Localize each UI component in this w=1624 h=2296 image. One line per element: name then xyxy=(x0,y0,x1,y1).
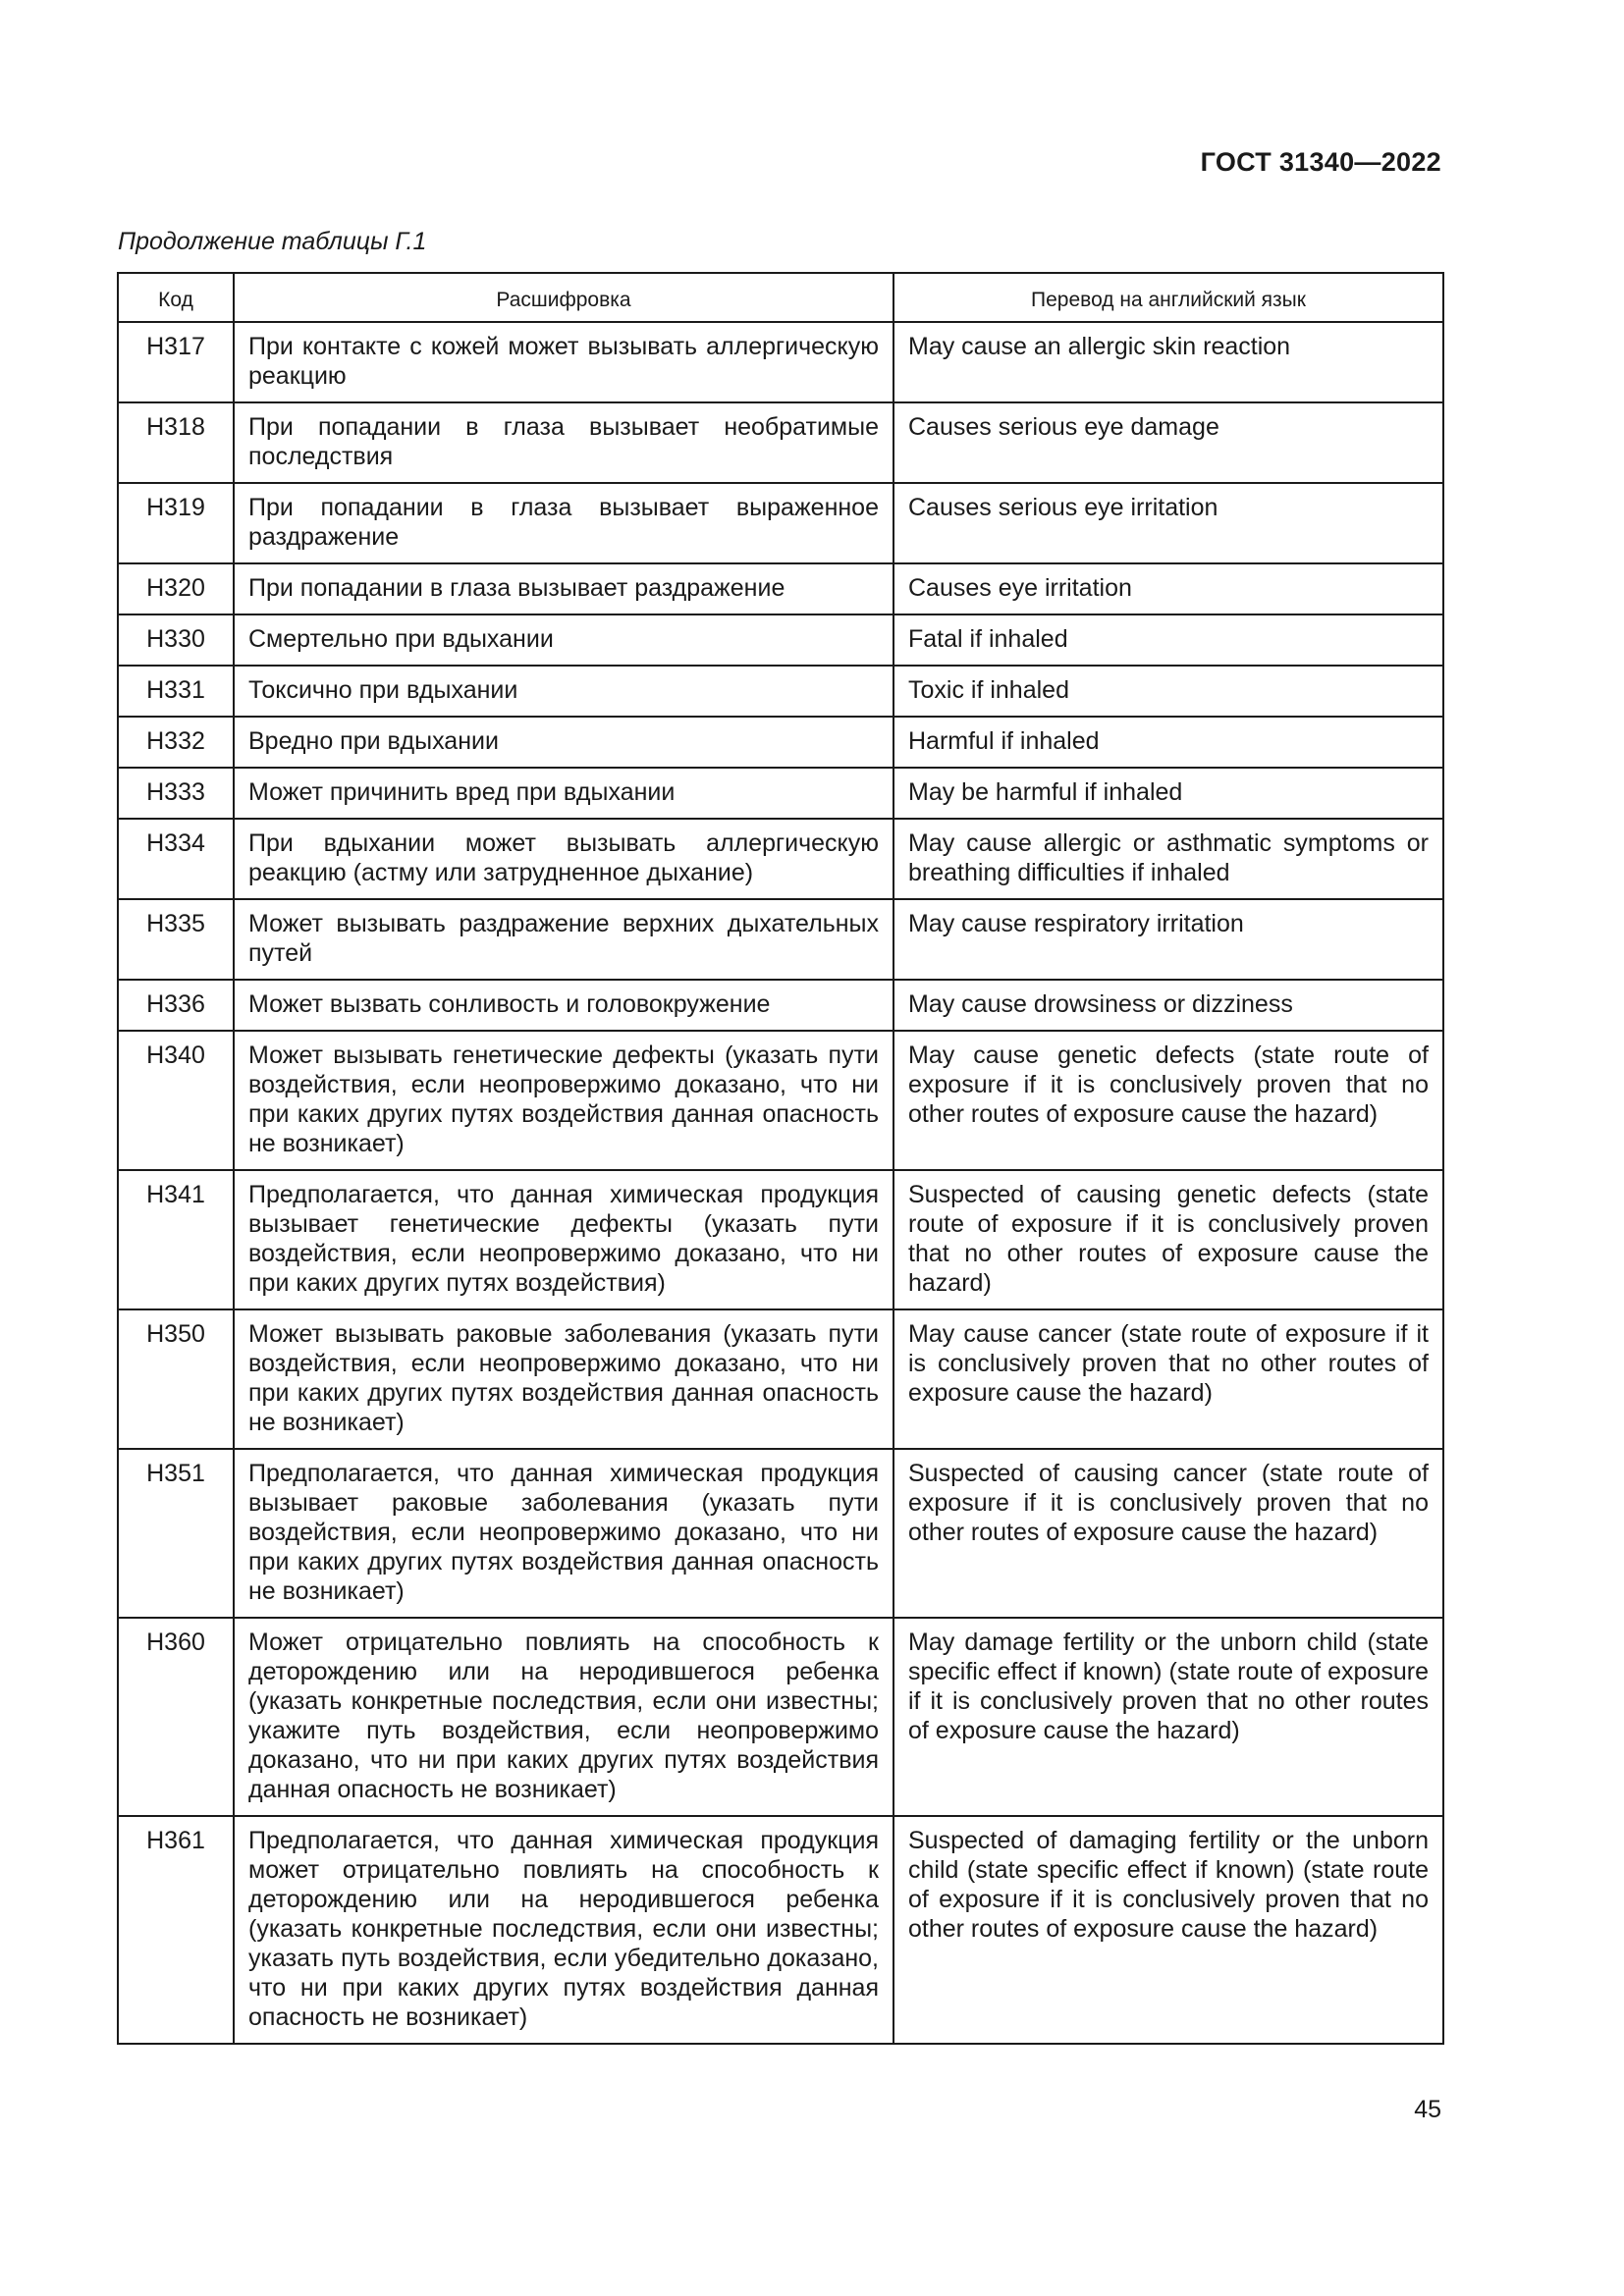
cell-translation-en: Suspected of causing genetic defects (state route of exposure if it is conclusively proven that no other routes of exposure cause the hazard) xyxy=(893,1170,1443,1309)
cell-description-ru: При контакте с кожей может вызывать аллергическую реакцию xyxy=(234,322,893,402)
cell-translation-en: May be harmful if inhaled xyxy=(893,768,1443,819)
cell-description-ru: Может вызвать сонливость и головокружение xyxy=(234,980,893,1031)
cell-translation-en: May cause an allergic skin reaction xyxy=(893,322,1443,402)
table-row xyxy=(118,1309,1443,1449)
cell-code: H350 xyxy=(118,1309,234,1449)
table-header-row xyxy=(118,273,1443,322)
table-row xyxy=(118,1170,1443,1309)
cell-code: H340 xyxy=(118,1031,234,1170)
cell-code: H319 xyxy=(118,483,234,563)
cell-code: H331 xyxy=(118,666,234,717)
cell-translation-en: May cause genetic defects (state route of exposure if it is conclusively proven that no other routes of exposure cause the hazard) xyxy=(893,1031,1443,1170)
cell-description-ru: При попадании в глаза вызывает выраженное раздражение xyxy=(234,483,893,563)
cell-description-ru: Может вызывать раздражение верхних дыхательных путей xyxy=(234,899,893,980)
cell-code: H334 xyxy=(118,819,234,899)
cell-description-ru: При вдыхании может вызывать аллергическую реакцию (астму или затрудненное дыхание) xyxy=(234,819,893,899)
table-row xyxy=(118,666,1443,717)
cell-code: H336 xyxy=(118,980,234,1031)
table-row xyxy=(118,614,1443,666)
table-row xyxy=(118,322,1443,402)
document-id: ГОСТ 31340—2022 xyxy=(1200,147,1441,177)
cell-code: H335 xyxy=(118,899,234,980)
table-row xyxy=(118,768,1443,819)
cell-description-ru: Может причинить вред при вдыхании xyxy=(234,768,893,819)
cell-translation-en: Causes serious eye damage xyxy=(893,402,1443,483)
cell-code: H320 xyxy=(118,563,234,614)
cell-translation-en: May cause allergic or asthmatic symptoms or breathing difficulties if inhaled xyxy=(893,819,1443,899)
column-header-english: Перевод на английский язык xyxy=(893,273,1443,322)
table-row xyxy=(118,1618,1443,1816)
cell-description-ru: Предполагается, что данная химическая продукция вызывает раковые заболевания (указать пути воздействия, если неопровержимо доказано, что ни при каких других путях воздействия данная опасность не возникает) xyxy=(234,1449,893,1618)
cell-translation-en: May cause drowsiness or dizziness xyxy=(893,980,1443,1031)
cell-description-ru: Предполагается, что данная химическая продукция вызывает генетические дефекты (указать пути воздействия, если неопровержимо доказано, что ни при каких других путях воздействия) xyxy=(234,1170,893,1309)
cell-description-ru: Предполагается, что данная химическая продукция может отрицательно повлиять на способность к деторождению или на неродившегося ребенка (указать конкретные последствия, если они известны; указать путь воздействия, если убедительно доказано, что ни при каких других путях воздействия данная опасность не возникает) xyxy=(234,1816,893,2044)
table-row xyxy=(118,563,1443,614)
cell-translation-en: Fatal if inhaled xyxy=(893,614,1443,666)
cell-code: H332 xyxy=(118,717,234,768)
table-row xyxy=(118,1031,1443,1170)
table-row xyxy=(118,899,1443,980)
cell-code: H351 xyxy=(118,1449,234,1618)
hazard-table-container xyxy=(117,272,1442,2045)
cell-code: H318 xyxy=(118,402,234,483)
table-row xyxy=(118,483,1443,563)
table-row xyxy=(118,980,1443,1031)
cell-description-ru: Токсично при вдыхании xyxy=(234,666,893,717)
table-body xyxy=(118,322,1443,2044)
cell-translation-en: Harmful if inhaled xyxy=(893,717,1443,768)
hazard-statements-table xyxy=(117,272,1444,2045)
cell-description-ru: Смертельно при вдыхании xyxy=(234,614,893,666)
cell-description-ru: При попадании в глаза вызывает раздражение xyxy=(234,563,893,614)
table-row xyxy=(118,819,1443,899)
cell-code: H333 xyxy=(118,768,234,819)
cell-description-ru: При попадании в глаза вызывает необратимые последствия xyxy=(234,402,893,483)
page-number: 45 xyxy=(1414,2096,1441,2123)
column-header-description: Расшифровка xyxy=(234,273,893,322)
table-row xyxy=(118,1449,1443,1618)
cell-description-ru: Может вызывать раковые заболевания (указать пути воздействия, если неопровержимо доказано, что ни при каких других путях воздействия данная опасность не возникает) xyxy=(234,1309,893,1449)
cell-description-ru: Может отрицательно повлиять на способность к деторождению или на неродившегося ребенка (указать конкретные последствия, если они известны; укажите путь воздействия, если неопровержимо доказано, что ни при каких других путях воздействия данная опасность не возникает) xyxy=(234,1618,893,1816)
table-caption: Продолжение таблицы Г.1 xyxy=(118,228,427,255)
cell-description-ru: Вредно при вдыхании xyxy=(234,717,893,768)
cell-code: H361 xyxy=(118,1816,234,2044)
cell-translation-en: May damage fertility or the unborn child (state specific effect if known) (state route of exposure if it is conclusively proven that no other routes of exposure cause the hazard) xyxy=(893,1618,1443,1816)
cell-translation-en: Suspected of causing cancer (state route of exposure if it is conclusively proven that no other routes of exposure cause the hazard) xyxy=(893,1449,1443,1618)
cell-translation-en: May cause respiratory irritation xyxy=(893,899,1443,980)
cell-code: H330 xyxy=(118,614,234,666)
cell-translation-en: Toxic if inhaled xyxy=(893,666,1443,717)
cell-translation-en: Causes serious eye irritation xyxy=(893,483,1443,563)
table-row xyxy=(118,1816,1443,2044)
table-row xyxy=(118,402,1443,483)
column-header-code: Код xyxy=(118,273,234,322)
cell-translation-en: Suspected of damaging fertility or the unborn child (state specific effect if known) (state route of exposure if it is conclusively proven that no other routes of exposure cause the hazard) xyxy=(893,1816,1443,2044)
cell-code: H341 xyxy=(118,1170,234,1309)
cell-description-ru: Может вызывать генетические дефекты (указать пути воздействия, если неопровержимо доказано, что ни при каких других путях воздействия данная опасность не возникает) xyxy=(234,1031,893,1170)
cell-code: H317 xyxy=(118,322,234,402)
cell-translation-en: May cause cancer (state route of exposure if it is conclusively proven that no other routes of exposure cause the hazard) xyxy=(893,1309,1443,1449)
cell-code: H360 xyxy=(118,1618,234,1816)
table-row xyxy=(118,717,1443,768)
cell-translation-en: Causes eye irritation xyxy=(893,563,1443,614)
